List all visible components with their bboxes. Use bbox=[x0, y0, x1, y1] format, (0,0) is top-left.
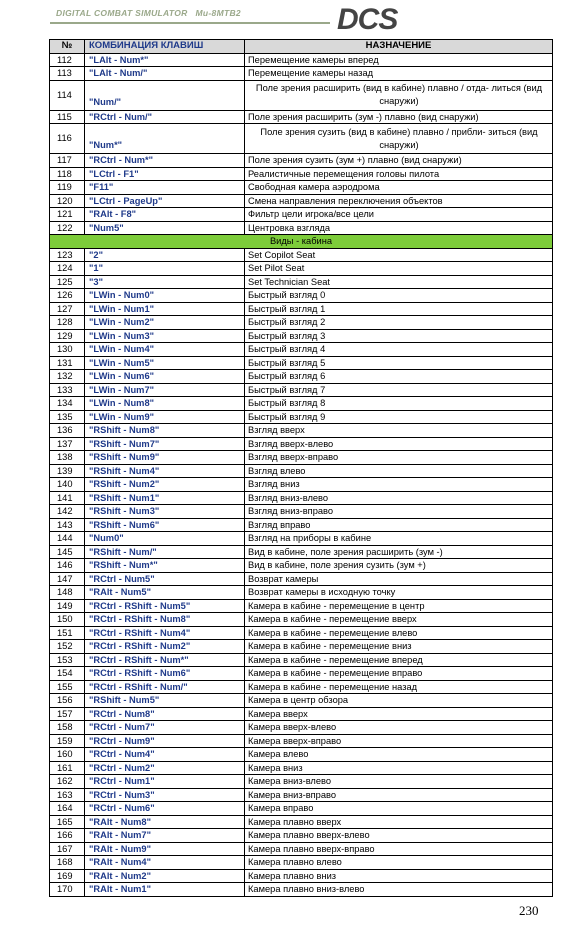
row-number: 118 bbox=[50, 167, 85, 181]
row-number: 167 bbox=[50, 842, 85, 856]
table-body bbox=[50, 53, 553, 896]
row-description: Камера вправо bbox=[245, 802, 553, 816]
table-row bbox=[50, 883, 553, 897]
row-key-combo: "RAlt - Num9" bbox=[85, 842, 245, 856]
row-description: Возврат камеры в исходную точку bbox=[245, 586, 553, 600]
row-key-combo: "RShift - Num5" bbox=[85, 694, 245, 708]
row-description: Свободная камера аэродрома bbox=[245, 181, 553, 195]
row-number: 130 bbox=[50, 343, 85, 357]
table-row bbox=[50, 572, 553, 586]
row-key-combo: "2" bbox=[85, 248, 245, 262]
table-row bbox=[50, 559, 553, 573]
row-key-combo: "RShift - Num/" bbox=[85, 545, 245, 559]
row-key-combo: "Num5" bbox=[85, 221, 245, 235]
header-rule bbox=[50, 22, 330, 24]
row-number: 169 bbox=[50, 869, 85, 883]
row-description: Взгляд вверх bbox=[245, 424, 553, 438]
row-description: Камера вверх-влево bbox=[245, 721, 553, 735]
table-row bbox=[50, 370, 553, 384]
row-description: Взгляд вверх-влево bbox=[245, 437, 553, 451]
row-description: Быстрый взгляд 7 bbox=[245, 383, 553, 397]
section-row bbox=[50, 235, 553, 249]
row-description: Взгляд вверх-вправо bbox=[245, 451, 553, 465]
row-number: 151 bbox=[50, 626, 85, 640]
table-row bbox=[50, 110, 553, 124]
row-number: 133 bbox=[50, 383, 85, 397]
row-key-combo: "RShift - Num*" bbox=[85, 559, 245, 573]
row-number: 121 bbox=[50, 208, 85, 222]
row-description: Set Copilot Seat bbox=[245, 248, 553, 262]
row-description: Камера в кабине - перемещение вверх bbox=[245, 613, 553, 627]
row-description: Быстрый взгляд 9 bbox=[245, 410, 553, 424]
page-header bbox=[0, 0, 587, 38]
row-number: 150 bbox=[50, 613, 85, 627]
row-description: Быстрый взгляд 5 bbox=[245, 356, 553, 370]
row-description: Поле зрения расширить (вид в кабине) плавно / отда- литься (вид снаружи) bbox=[245, 80, 553, 110]
row-description: Set Technician Seat bbox=[245, 275, 553, 289]
table-row bbox=[50, 694, 553, 708]
row-number: 136 bbox=[50, 424, 85, 438]
table-row bbox=[50, 397, 553, 411]
row-description: Фильтр цели игрока/все цели bbox=[245, 208, 553, 222]
row-key-combo: "RCtrl - RShift - Num2" bbox=[85, 640, 245, 654]
row-description: Камера вниз bbox=[245, 761, 553, 775]
row-description: Камера вверх-вправо bbox=[245, 734, 553, 748]
table-row bbox=[50, 532, 553, 546]
row-number: 145 bbox=[50, 545, 85, 559]
table-row bbox=[50, 491, 553, 505]
row-description: Камера вниз-вправо bbox=[245, 788, 553, 802]
row-description: Центровка взгляда bbox=[245, 221, 553, 235]
row-key-combo: "RAlt - Num2" bbox=[85, 869, 245, 883]
row-key-combo: "RCtrl - Num5" bbox=[85, 572, 245, 586]
table-row bbox=[50, 154, 553, 168]
row-key-combo: "LAlt - Num*" bbox=[85, 53, 245, 67]
table-row bbox=[50, 869, 553, 883]
row-number: 112 bbox=[50, 53, 85, 67]
row-number: 161 bbox=[50, 761, 85, 775]
row-key-combo: "RCtrl - Num4" bbox=[85, 748, 245, 762]
row-description: Поле зрения расширить (зум -) плавно (вид снаружи) bbox=[245, 110, 553, 124]
table-row bbox=[50, 316, 553, 330]
row-description: Смена направления переключения объектов bbox=[245, 194, 553, 208]
row-key-combo: "LCtrl - F1" bbox=[85, 167, 245, 181]
table-row bbox=[50, 707, 553, 721]
page-number: 230 bbox=[519, 903, 539, 918]
row-key-combo: "RCtrl - RShift - Num4" bbox=[85, 626, 245, 640]
row-number: 117 bbox=[50, 154, 85, 168]
row-number: 170 bbox=[50, 883, 85, 897]
table-row bbox=[50, 842, 553, 856]
row-number: 162 bbox=[50, 775, 85, 789]
table-row bbox=[50, 802, 553, 816]
row-number: 140 bbox=[50, 478, 85, 492]
row-key-combo: "1" bbox=[85, 262, 245, 276]
row-description: Камера плавно вверх-влево bbox=[245, 829, 553, 843]
header-subtitle: Ми-8МТВ2 bbox=[195, 8, 241, 18]
table-row bbox=[50, 586, 553, 600]
row-number: 160 bbox=[50, 748, 85, 762]
row-key-combo: "RCtrl - RShift - Num6" bbox=[85, 667, 245, 681]
row-number: 142 bbox=[50, 505, 85, 519]
row-key-combo: "LWin - Num3" bbox=[85, 329, 245, 343]
keybinding-table bbox=[49, 39, 553, 897]
row-number: 135 bbox=[50, 410, 85, 424]
row-key-combo: "RShift - Num1" bbox=[85, 491, 245, 505]
section-title: Виды - кабина bbox=[50, 235, 553, 249]
row-description: Set Pilot Seat bbox=[245, 262, 553, 276]
row-description: Быстрый взгляд 3 bbox=[245, 329, 553, 343]
row-number: 141 bbox=[50, 491, 85, 505]
row-key-combo: "RCtrl - RShift - Num8" bbox=[85, 613, 245, 627]
row-number: 152 bbox=[50, 640, 85, 654]
row-description: Камера в центр обзора bbox=[245, 694, 553, 708]
row-description: Камера вниз-влево bbox=[245, 775, 553, 789]
row-number: 154 bbox=[50, 667, 85, 681]
row-description: Реалистичные перемещения головы пилота bbox=[245, 167, 553, 181]
row-key-combo: "RAlt - Num5" bbox=[85, 586, 245, 600]
table-row bbox=[50, 437, 553, 451]
table-row bbox=[50, 775, 553, 789]
row-description: Взгляд влево bbox=[245, 464, 553, 478]
row-description: Возврат камеры bbox=[245, 572, 553, 586]
row-description: Камера в кабине - перемещение в центр bbox=[245, 599, 553, 613]
row-key-combo: "LWin - Num8" bbox=[85, 397, 245, 411]
row-number: 116 bbox=[50, 124, 85, 154]
row-number: 124 bbox=[50, 262, 85, 276]
table-row bbox=[50, 815, 553, 829]
table-row bbox=[50, 626, 553, 640]
row-description: Перемещение камеры назад bbox=[245, 67, 553, 81]
row-number: 149 bbox=[50, 599, 85, 613]
column-header-purpose: НАЗНАЧЕНИЕ bbox=[245, 40, 553, 54]
table-row bbox=[50, 545, 553, 559]
table-row bbox=[50, 383, 553, 397]
row-number: 125 bbox=[50, 275, 85, 289]
row-key-combo: "RCtrl - RShift - Num*" bbox=[85, 653, 245, 667]
row-number: 126 bbox=[50, 289, 85, 303]
table-row bbox=[50, 748, 553, 762]
row-number: 129 bbox=[50, 329, 85, 343]
row-key-combo: "F11" bbox=[85, 181, 245, 195]
row-number: 114 bbox=[50, 80, 85, 110]
row-number: 164 bbox=[50, 802, 85, 816]
row-key-combo: "RShift - Num3" bbox=[85, 505, 245, 519]
row-description: Поле зрения сузить (зум +) плавно (вид снаружи) bbox=[245, 154, 553, 168]
row-key-combo: "RCtrl - RShift - Num5" bbox=[85, 599, 245, 613]
row-description: Камера в кабине - перемещение влево bbox=[245, 626, 553, 640]
table-row bbox=[50, 167, 553, 181]
row-description: Взгляд вниз bbox=[245, 478, 553, 492]
row-key-combo: "RShift - Num4" bbox=[85, 464, 245, 478]
row-number: 165 bbox=[50, 815, 85, 829]
row-description: Быстрый взгляд 1 bbox=[245, 302, 553, 316]
row-number: 144 bbox=[50, 532, 85, 546]
row-key-combo: "RCtrl - Num7" bbox=[85, 721, 245, 735]
table-row bbox=[50, 856, 553, 870]
table-row bbox=[50, 275, 553, 289]
row-number: 158 bbox=[50, 721, 85, 735]
table-row bbox=[50, 788, 553, 802]
row-number: 113 bbox=[50, 67, 85, 81]
row-description: Камера плавно влево bbox=[245, 856, 553, 870]
row-number: 155 bbox=[50, 680, 85, 694]
row-number: 115 bbox=[50, 110, 85, 124]
table-row bbox=[50, 680, 553, 694]
row-key-combo: "LCtrl - PageUp" bbox=[85, 194, 245, 208]
row-number: 138 bbox=[50, 451, 85, 465]
table-row bbox=[50, 262, 553, 276]
table-row bbox=[50, 343, 553, 357]
row-description: Быстрый взгляд 6 bbox=[245, 370, 553, 384]
table-row bbox=[50, 478, 553, 492]
row-key-combo: "RShift - Num9" bbox=[85, 451, 245, 465]
row-description: Камера плавно вниз bbox=[245, 869, 553, 883]
row-description: Взгляд вниз-влево bbox=[245, 491, 553, 505]
row-key-combo: "RCtrl - Num2" bbox=[85, 761, 245, 775]
row-key-combo: "RAlt - Num8" bbox=[85, 815, 245, 829]
row-key-combo: "RCtrl - Num/" bbox=[85, 110, 245, 124]
row-number: 168 bbox=[50, 856, 85, 870]
row-key-combo: "RAlt - F8" bbox=[85, 208, 245, 222]
table-row bbox=[50, 248, 553, 262]
row-number: 139 bbox=[50, 464, 85, 478]
table-row bbox=[50, 302, 553, 316]
column-header-number: № bbox=[50, 40, 85, 54]
row-number: 163 bbox=[50, 788, 85, 802]
row-key-combo: "Num/" bbox=[85, 80, 245, 110]
table-row bbox=[50, 356, 553, 370]
row-key-combo: "LWin - Num6" bbox=[85, 370, 245, 384]
table-row bbox=[50, 734, 553, 748]
row-description: Взгляд на приборы в кабине bbox=[245, 532, 553, 546]
table-row bbox=[50, 451, 553, 465]
row-number: 156 bbox=[50, 694, 85, 708]
row-key-combo: "LWin - Num5" bbox=[85, 356, 245, 370]
row-key-combo: "RAlt - Num7" bbox=[85, 829, 245, 843]
table-row bbox=[50, 653, 553, 667]
row-description: Камера влево bbox=[245, 748, 553, 762]
table-row bbox=[50, 221, 553, 235]
row-description: Быстрый взгляд 4 bbox=[245, 343, 553, 357]
row-key-combo: "3" bbox=[85, 275, 245, 289]
row-number: 148 bbox=[50, 586, 85, 600]
row-description: Поле зрения сузить (вид в кабине) плавно / прибли- зиться (вид снаружи) bbox=[245, 124, 553, 154]
table-row bbox=[50, 410, 553, 424]
table-row bbox=[50, 505, 553, 519]
row-number: 143 bbox=[50, 518, 85, 532]
row-description: Перемещение камеры вперед bbox=[245, 53, 553, 67]
row-description: Камера в кабине - перемещение вперед bbox=[245, 653, 553, 667]
row-key-combo: "RShift - Num6" bbox=[85, 518, 245, 532]
row-key-combo: "RAlt - Num1" bbox=[85, 883, 245, 897]
table-row bbox=[50, 329, 553, 343]
row-key-combo: "RCtrl - Num*" bbox=[85, 154, 245, 168]
header-title: DIGITAL COMBAT SIMULATOR Ми-8МТВ2 bbox=[56, 8, 241, 18]
row-number: 157 bbox=[50, 707, 85, 721]
row-key-combo: "LWin - Num1" bbox=[85, 302, 245, 316]
table-row bbox=[50, 67, 553, 81]
row-description: Камера плавно вверх-вправо bbox=[245, 842, 553, 856]
table-row bbox=[50, 464, 553, 478]
row-description: Камера в кабине - перемещение вниз bbox=[245, 640, 553, 654]
row-key-combo: "RShift - Num2" bbox=[85, 478, 245, 492]
column-header-keys: КОМБИНАЦИЯ КЛАВИШ bbox=[85, 40, 245, 54]
row-key-combo: "Num*" bbox=[85, 124, 245, 154]
row-description: Камера в кабине - перемещение назад bbox=[245, 680, 553, 694]
row-number: 122 bbox=[50, 221, 85, 235]
row-description: Быстрый взгляд 2 bbox=[245, 316, 553, 330]
row-key-combo: "RCtrl - Num9" bbox=[85, 734, 245, 748]
table-row bbox=[50, 424, 553, 438]
row-number: 146 bbox=[50, 559, 85, 573]
row-key-combo: "RCtrl - Num8" bbox=[85, 707, 245, 721]
row-number: 166 bbox=[50, 829, 85, 843]
dcs-logo: DCS bbox=[337, 3, 398, 36]
table-row bbox=[50, 721, 553, 735]
row-key-combo: "LWin - Num7" bbox=[85, 383, 245, 397]
row-key-combo: "LWin - Num9" bbox=[85, 410, 245, 424]
table-row bbox=[50, 181, 553, 195]
table-row bbox=[50, 80, 553, 110]
row-description: Камера плавно вверх bbox=[245, 815, 553, 829]
table-row bbox=[50, 124, 553, 154]
table-row bbox=[50, 518, 553, 532]
row-description: Камера вверх bbox=[245, 707, 553, 721]
table-row bbox=[50, 761, 553, 775]
row-number: 147 bbox=[50, 572, 85, 586]
row-key-combo: "RCtrl - Num6" bbox=[85, 802, 245, 816]
row-key-combo: "RShift - Num7" bbox=[85, 437, 245, 451]
row-description: Вид в кабине, поле зрения сузить (зум +) bbox=[245, 559, 553, 573]
table-row bbox=[50, 53, 553, 67]
row-number: 132 bbox=[50, 370, 85, 384]
row-key-combo: "Num0" bbox=[85, 532, 245, 546]
table-header-row bbox=[50, 40, 553, 54]
row-description: Вид в кабине, поле зрения расширить (зум -) bbox=[245, 545, 553, 559]
row-description: Камера плавно вниз-влево bbox=[245, 883, 553, 897]
row-number: 137 bbox=[50, 437, 85, 451]
row-number: 123 bbox=[50, 248, 85, 262]
table-row bbox=[50, 194, 553, 208]
row-key-combo: "RCtrl - Num3" bbox=[85, 788, 245, 802]
row-key-combo: "LAlt - Num/" bbox=[85, 67, 245, 81]
row-key-combo: "LWin - Num2" bbox=[85, 316, 245, 330]
table-row bbox=[50, 289, 553, 303]
row-number: 131 bbox=[50, 356, 85, 370]
table-row bbox=[50, 613, 553, 627]
row-description: Камера в кабине - перемещение вправо bbox=[245, 667, 553, 681]
row-description: Взгляд вниз-вправо bbox=[245, 505, 553, 519]
row-key-combo: "RCtrl - RShift - Num/" bbox=[85, 680, 245, 694]
row-number: 128 bbox=[50, 316, 85, 330]
table-row bbox=[50, 829, 553, 843]
row-number: 134 bbox=[50, 397, 85, 411]
row-key-combo: "LWin - Num0" bbox=[85, 289, 245, 303]
row-key-combo: "LWin - Num4" bbox=[85, 343, 245, 357]
row-number: 127 bbox=[50, 302, 85, 316]
row-description: Взгляд вправо bbox=[245, 518, 553, 532]
row-number: 120 bbox=[50, 194, 85, 208]
row-key-combo: "RAlt - Num4" bbox=[85, 856, 245, 870]
row-key-combo: "RShift - Num8" bbox=[85, 424, 245, 438]
table-row bbox=[50, 640, 553, 654]
row-number: 119 bbox=[50, 181, 85, 195]
row-number: 159 bbox=[50, 734, 85, 748]
row-key-combo: "RCtrl - Num1" bbox=[85, 775, 245, 789]
table-row bbox=[50, 599, 553, 613]
row-description: Быстрый взгляд 8 bbox=[245, 397, 553, 411]
table-row bbox=[50, 667, 553, 681]
row-description: Быстрый взгляд 0 bbox=[245, 289, 553, 303]
table-row bbox=[50, 208, 553, 222]
row-number: 153 bbox=[50, 653, 85, 667]
